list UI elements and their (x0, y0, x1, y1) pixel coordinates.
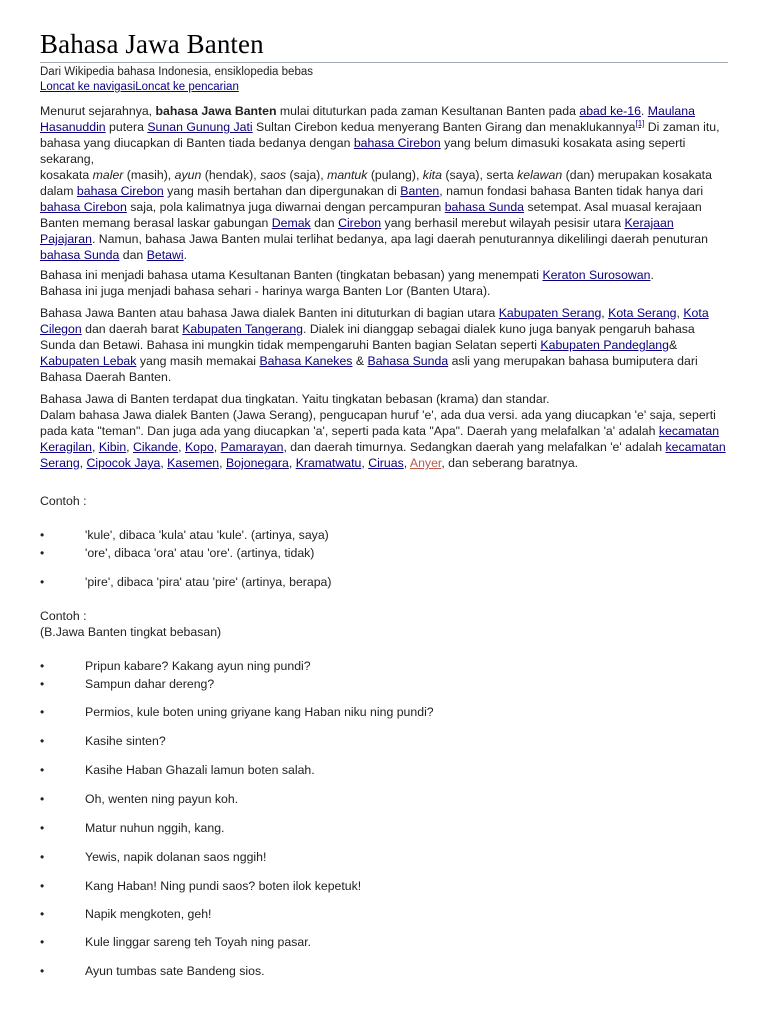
bullet: • (40, 821, 45, 835)
text: (masih), (123, 168, 175, 182)
link-kramatwatu[interactable]: Kramatwatu (295, 456, 362, 470)
page-title: Bahasa Jawa Banten (40, 28, 728, 63)
link-sunan-gunung-jati[interactable]: Sunan Gunung Jati (147, 120, 253, 134)
link-cirebon[interactable]: Cirebon (338, 216, 382, 230)
text: (dan) merupakan kosakata dalam (40, 168, 712, 198)
text: , (91, 440, 99, 454)
link-bahasa-sunda[interactable]: bahasa Sunda (40, 248, 120, 262)
bold-term: bahasa Jawa Banten (155, 104, 277, 118)
bullet: • (40, 546, 45, 560)
italic-term: kita (422, 168, 442, 182)
link-kecamatan-serang[interactable]: kecamatan Serang (40, 440, 726, 470)
link-demak[interactable]: Demak (271, 216, 311, 230)
text: , (361, 456, 369, 470)
paragraph-sultanate (40, 267, 732, 299)
text: . (183, 248, 188, 262)
text: (saja), (286, 168, 328, 182)
link-kota-serang[interactable]: Kota Serang (608, 306, 677, 320)
bullet: • (40, 792, 45, 806)
list-item-text: 'ore', dibaca 'ora' atau 'ore'. (artinya, tidak) (85, 546, 315, 560)
text: & (668, 338, 678, 352)
text: , (79, 456, 87, 470)
link-bahasa-sunda[interactable]: bahasa Sunda (444, 200, 525, 214)
bullet: • (40, 935, 45, 949)
text: . Namun, bahasa Jawa Banten mulai terlihat bedanya, apa lagi daerah penuturannya dikelilingi daerah penuturan (91, 232, 708, 246)
text: Di zaman itu, bahasa yang diucapkan di Banten tiada bedanya dengan (40, 120, 720, 150)
list-item-text: Sampun dahar dereng? (85, 677, 215, 691)
link-bahasa-cirebon[interactable]: bahasa Cirebon (40, 200, 127, 214)
bullet: • (40, 763, 45, 777)
link-cikande[interactable]: Cikande (133, 440, 179, 454)
list-item-text: Kasihe sinten? (85, 734, 166, 748)
text: yang belum dimasuki kosakata asing seperti sekarang, (40, 136, 686, 166)
text: , (160, 456, 168, 470)
link-kabupaten-serang[interactable]: Kabupaten Serang (498, 306, 602, 320)
list-item-text: Oh, wenten ning payun koh. (85, 792, 239, 806)
text: yang masih bertahan dan dipergunakan di (163, 184, 401, 198)
page-subtitle: Dari Wikipedia bahasa Indonesia, ensiklopedia bebas (40, 66, 313, 78)
paragraph-dialect-area (40, 305, 732, 385)
link-kabupaten-pandeglang[interactable]: Kabupaten Pandeglang (540, 338, 669, 352)
text: setempat. Asal muasal kerajaan Banten memang berasal laskar gabungan (40, 200, 702, 230)
text: , dan seberang baratnya. (441, 456, 579, 470)
link-pamarayan[interactable]: Pamarayan (220, 440, 284, 454)
link-cipocok-jaya[interactable]: Cipocok Jaya (86, 456, 161, 470)
text: , (213, 440, 221, 454)
text: & (352, 354, 368, 368)
list-item-text: Kang Haban! Ning pundi saos? boten ilok kepetuk! (85, 879, 362, 893)
text: saja, pola kalimatnya juga diwarnai dengan percampuran (126, 200, 445, 214)
list-item-text: Napik mengkoten, geh! (85, 907, 212, 921)
bullet: • (40, 677, 45, 691)
jump-to-search-link[interactable]: Loncat ke pencarian (135, 81, 239, 93)
text: Menurut sejarahnya, (40, 104, 156, 118)
link-abad-ke-16[interactable]: abad ke-16 (579, 104, 641, 118)
text: . (640, 104, 648, 118)
text: Bahasa ini juga menjadi bahasa sehari - harinya warga Banten Lor (Banten Utara). (40, 284, 491, 298)
text: Bahasa Jawa Banten atau bahasa Jawa dialek Banten ini dituturkan di bagian utara (40, 306, 499, 320)
link-banten[interactable]: Banten (400, 184, 440, 198)
link-kabupaten-tangerang[interactable]: Kabupaten Tangerang (182, 322, 304, 336)
list-item-text: Matur nuhun nggih, kang. (85, 821, 225, 835)
text: , (288, 456, 296, 470)
list-item-text: Kasihe Haban Ghazali lamun boten salah. (85, 763, 315, 777)
italic-term: kelawan (517, 168, 563, 182)
link-bahasa-kanekes[interactable]: Bahasa Kanekes (259, 354, 353, 368)
link-bahasa-cirebon[interactable]: bahasa Cirebon (353, 136, 441, 150)
list-item-text: Ayun tumbas sate Bandeng sios. (85, 964, 265, 978)
list-item-text: Pripun kabare? Kakang ayun ning pundi? (85, 659, 311, 673)
text: . (650, 268, 654, 282)
text: yang berhasil merebut wilayah pesisir utara (381, 216, 625, 230)
list-item-text: Permios, kule boten uning griyane kang Haban niku ning pundi? (85, 705, 434, 719)
list-item-text: 'pire', dibaca 'pira' atau 'pire' (artinya, berapa) (85, 575, 332, 589)
text: Sultan Cirebon kedua menyerang Banten Girang dan menaklukannya (252, 120, 636, 134)
text: dan (310, 216, 339, 230)
bullet: • (40, 879, 45, 893)
bullet: • (40, 575, 45, 589)
paragraph-history (40, 103, 732, 263)
link-kerajaan-pajajaran[interactable]: Kerajaan Pajajaran (40, 216, 674, 246)
bullet: • (40, 850, 45, 864)
link-kabupaten-lebak[interactable]: Kabupaten Lebak (40, 354, 137, 368)
list-item-text: 'kule', dibaca 'kula' atau 'kule'. (artinya, saya) (85, 528, 329, 542)
link-maulana-hasanuddin[interactable]: Maulana Hasanuddin (40, 104, 695, 134)
text: (hendak), (201, 168, 261, 182)
text: asli yang merupakan bahasa bumiputera dari Bahasa Daerah Banten. (40, 354, 698, 384)
link-ciruas[interactable]: Ciruas (368, 456, 404, 470)
italic-term: saos (260, 168, 287, 182)
text: putera (105, 120, 148, 134)
text: (saya), serta (441, 168, 518, 182)
italic-term: mantuk (327, 168, 368, 182)
link-anyer[interactable]: Anyer (409, 456, 442, 470)
link-kasemen[interactable]: Kasemen (167, 456, 220, 470)
link-bahasa-sunda[interactable]: Bahasa Sunda (367, 354, 449, 368)
text: dan daerah barat (81, 322, 183, 336)
text: , (219, 456, 226, 470)
text: , (403, 456, 410, 470)
link-bahasa-cirebon[interactable]: bahasa Cirebon (76, 184, 164, 198)
text: (pulang), (367, 168, 423, 182)
text: , namun fondasi bahasa Banten tidak hanya dari (439, 184, 704, 198)
text: Bahasa ini menjadi bahasa utama Kesultanan Banten (tingkatan bebasan) yang menempati (40, 268, 543, 282)
bullet: • (40, 528, 45, 542)
text: Bahasa Jawa di Banten terdapat dua tingkatan. Yaitu tingkatan bebasan (krama) dan standar. (40, 392, 550, 406)
text: mulai dituturkan pada zaman Kesultanan Banten pada (276, 104, 580, 118)
jump-to-navigation-link[interactable]: Loncat ke navigasi (40, 81, 136, 93)
link-kopo[interactable]: Kopo (184, 440, 214, 454)
italic-term: ayun (174, 168, 202, 182)
text: , (126, 440, 134, 454)
text: yang masih memakai (136, 354, 260, 368)
link-bojonegara[interactable]: Bojonegara (225, 456, 289, 470)
bullet: • (40, 705, 45, 719)
bullet: • (40, 964, 45, 978)
list-item-text: Kule linggar sareng teh Toyah ning pasar. (85, 935, 312, 949)
example-heading: Contoh : (40, 609, 87, 623)
text: , (601, 306, 609, 320)
link-kibin[interactable]: Kibin (98, 440, 127, 454)
text: Dalam bahasa Jawa dialek Banten (Jawa Serang), pengucapan huruf 'e', ada dua versi. ada yang diucapkan 'e' saja, seperti pada kata "teman". Dan juga ada yang diucapkan 'a', seperti pada kata "Apa". Daerah yang melafalkan 'a' adalah (40, 408, 716, 438)
list-item-text: Yewis, napik dolanan saos nggih! (85, 850, 267, 864)
text: kosakata (40, 168, 93, 182)
link-keraton-surosowan[interactable]: Keraton Surosowan (542, 268, 651, 282)
text: , dan daerah timurnya. Sedangkan daerah yang melafalkan 'e' adalah (283, 440, 666, 454)
text: . Dialek ini dianggap sebagai dialek kuno juga banyak pengaruh bahasa Sunda dan Betawi. Bahasa ini mungkin tidak mempengaruhi Banten bagian Selatan seperti (40, 322, 695, 352)
link-kecamatan-keragilan[interactable]: kecamatan Keragilan (40, 424, 720, 454)
jump-links (40, 80, 239, 95)
link-kota-cilegon[interactable]: Kota Cilegon (40, 306, 709, 336)
text: , (178, 440, 185, 454)
bullet: • (40, 659, 45, 673)
bullet: • (40, 907, 45, 921)
reference-link[interactable]: [1] (635, 118, 645, 128)
text: , (676, 306, 684, 320)
paragraph-pronunciation (40, 391, 732, 471)
link-betawi[interactable]: Betawi (146, 248, 184, 262)
example-subheading: (B.Jawa Banten tingkat bebasan) (40, 625, 222, 639)
example-heading: Contoh : (40, 494, 87, 508)
italic-term: maler (92, 168, 124, 182)
bullet: • (40, 734, 45, 748)
text: dan (119, 248, 147, 262)
